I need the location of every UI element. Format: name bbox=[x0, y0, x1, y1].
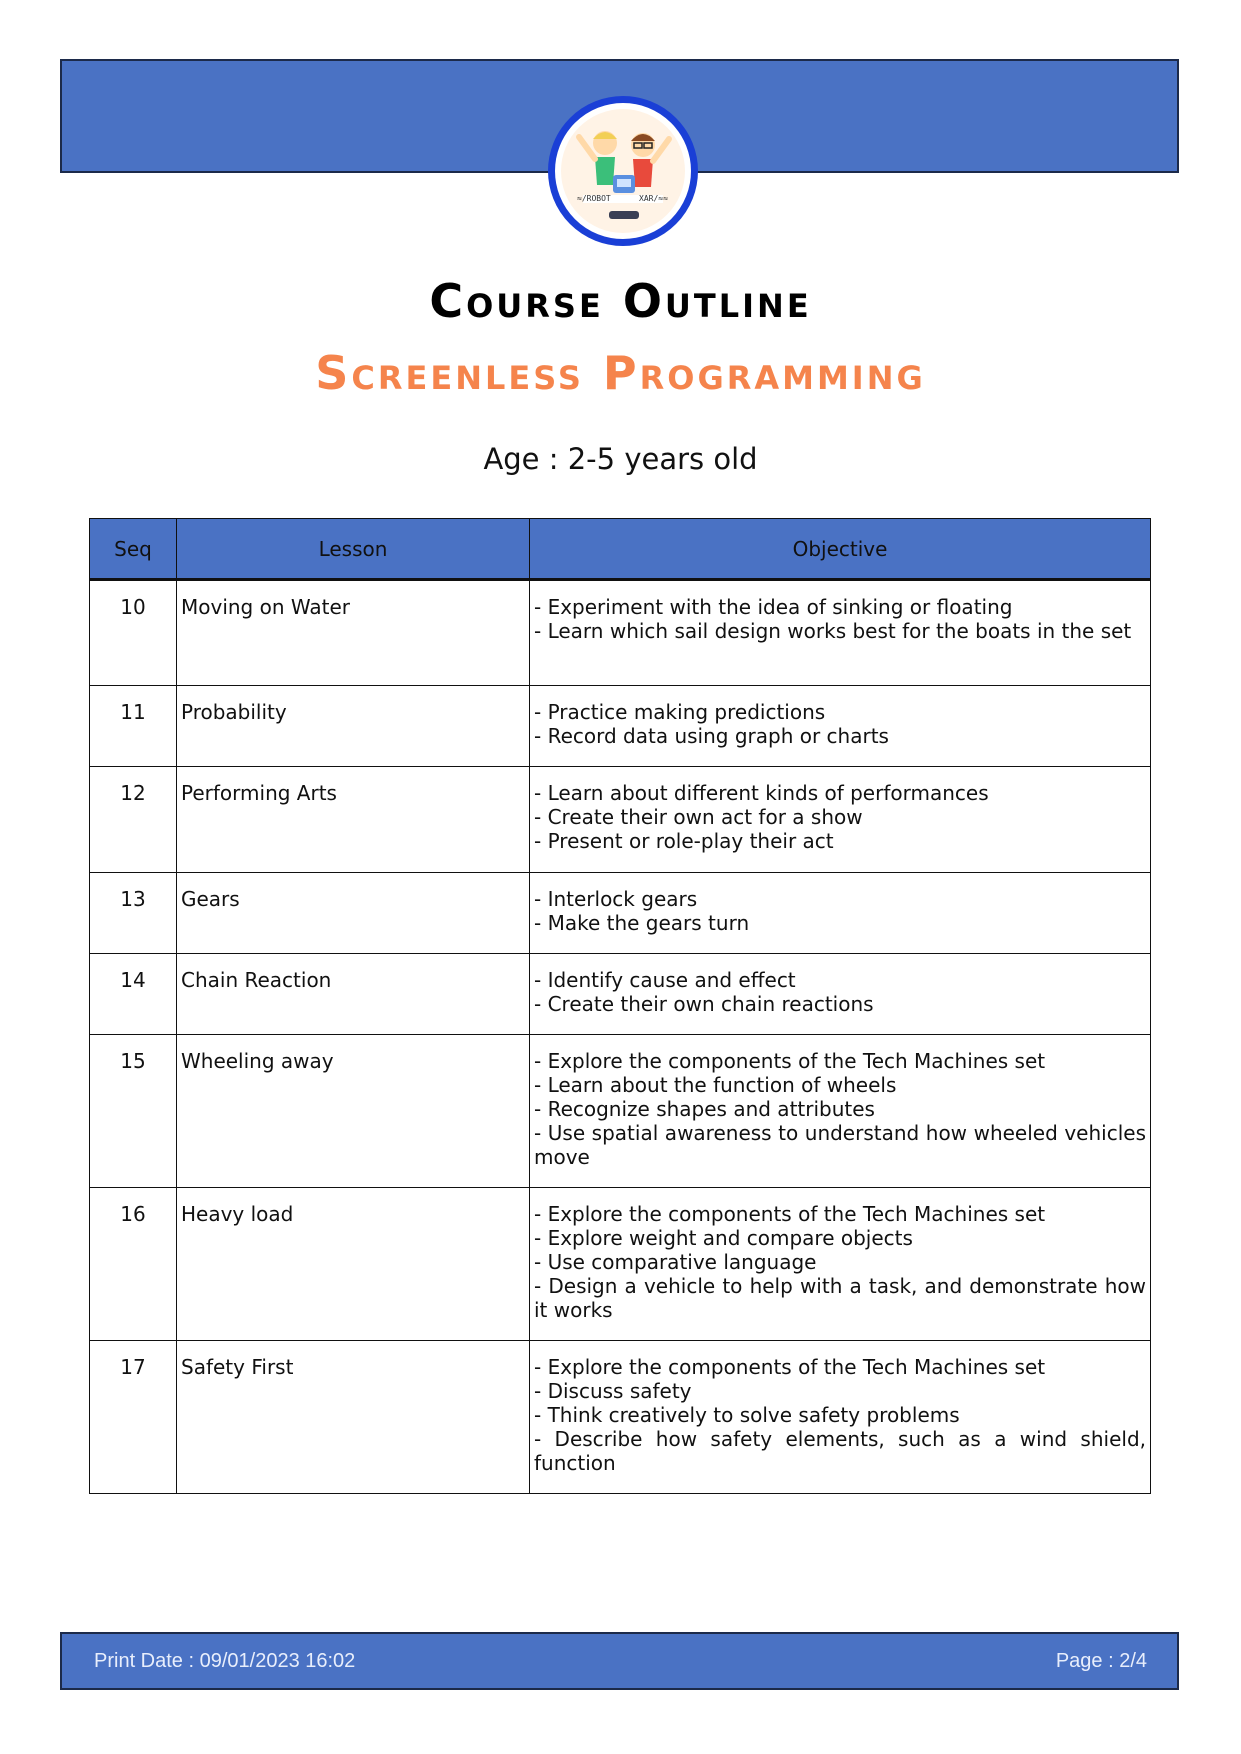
table-header-row bbox=[90, 519, 1151, 580]
objective-item: - Learn about different kinds of performances bbox=[534, 781, 989, 805]
objective-item: - Make the gears turn bbox=[534, 911, 750, 935]
row-lesson: Probability bbox=[177, 686, 530, 767]
table-row bbox=[90, 1035, 1151, 1188]
course-outline-table bbox=[89, 518, 1151, 1494]
row-seq: 13 bbox=[90, 873, 177, 954]
page-number: Page : 2/4 bbox=[1055, 1650, 1147, 1672]
row-seq: 17 bbox=[90, 1341, 177, 1494]
row-seq: 10 bbox=[90, 580, 177, 686]
table-row bbox=[90, 1188, 1151, 1341]
objective-item: - Record data using graph or charts bbox=[534, 724, 889, 748]
objective-item: - Interlock gears bbox=[534, 887, 698, 911]
objective-item: - Identify cause and effect bbox=[534, 968, 796, 992]
row-objectives bbox=[530, 686, 1151, 767]
column-header-objective: Objective bbox=[530, 519, 1151, 580]
row-seq: 14 bbox=[90, 954, 177, 1035]
objective-item: - Think creatively to solve safety problems bbox=[534, 1403, 960, 1427]
objective-item: - Create their own chain reactions bbox=[534, 992, 874, 1016]
table-row bbox=[90, 1341, 1151, 1494]
table-row bbox=[90, 873, 1151, 954]
row-seq: 11 bbox=[90, 686, 177, 767]
objective-item: - Explore the components of the Tech Machines set bbox=[534, 1355, 1046, 1379]
row-objectives bbox=[530, 1341, 1151, 1494]
objective-item: - Learn about the function of wheels bbox=[534, 1073, 897, 1097]
objective-item: - Explore the components of the Tech Machines set bbox=[534, 1049, 1046, 1073]
table-row bbox=[90, 686, 1151, 767]
objective-item: - Recognize shapes and attributes bbox=[534, 1097, 875, 1121]
row-objectives bbox=[530, 873, 1151, 954]
row-seq: 15 bbox=[90, 1035, 177, 1188]
column-header-seq: Seq bbox=[90, 519, 177, 580]
logo-left-text: ≈/ROBOT bbox=[577, 194, 611, 203]
row-objectives bbox=[530, 1035, 1151, 1188]
table-row bbox=[90, 767, 1151, 873]
objective-item: - Experiment with the idea of sinking or floating bbox=[534, 595, 1013, 619]
row-lesson: Gears bbox=[177, 873, 530, 954]
row-seq: 16 bbox=[90, 1188, 177, 1341]
age-range: Age : 2-5 years old bbox=[483, 442, 758, 476]
row-objectives bbox=[530, 954, 1151, 1035]
objective-item: - Learn which sail design works best for the boats in the set bbox=[534, 619, 1132, 643]
row-objectives bbox=[530, 580, 1151, 686]
row-seq: 12 bbox=[90, 767, 177, 873]
robot-kids-logo-icon bbox=[548, 96, 698, 246]
row-lesson: Heavy load bbox=[177, 1188, 530, 1341]
row-lesson: Performing Arts bbox=[177, 767, 530, 873]
objective-item: - Explore the components of the Tech Machines set bbox=[534, 1202, 1046, 1226]
objective-item: - Use comparative language bbox=[534, 1250, 817, 1274]
objective-item: - Practice making predictions bbox=[534, 700, 826, 724]
objective-item: - Discuss safety bbox=[534, 1379, 692, 1403]
row-objectives bbox=[530, 1188, 1151, 1341]
row-lesson: Moving on Water bbox=[177, 580, 530, 686]
page-title: Course Outline bbox=[429, 274, 812, 328]
objective-item: - Describe how safety elements, such as a wind shield, function bbox=[534, 1427, 1146, 1475]
table-row bbox=[90, 580, 1151, 686]
column-header-lesson: Lesson bbox=[177, 519, 530, 580]
objective-item: - Explore weight and compare objects bbox=[534, 1226, 913, 1250]
table-row bbox=[90, 954, 1151, 1035]
objective-item: - Create their own act for a show bbox=[534, 805, 863, 829]
course-subtitle: Screenless Programming bbox=[315, 346, 926, 400]
row-lesson: Wheeling away bbox=[177, 1035, 530, 1188]
row-lesson: Chain Reaction bbox=[177, 954, 530, 1035]
logo-right-text: XAR/≈≈ bbox=[639, 194, 668, 203]
footer-bar bbox=[60, 1632, 1179, 1690]
row-objectives bbox=[530, 767, 1151, 873]
objective-item: - Design a vehicle to help with a task, and demonstrate how it works bbox=[534, 1274, 1146, 1322]
objective-item: - Present or role-play their act bbox=[534, 829, 834, 853]
row-lesson: Safety First bbox=[177, 1341, 530, 1494]
print-date: Print Date : 09/01/2023 16:02 bbox=[94, 1650, 356, 1672]
objective-item: - Use spatial awareness to understand how wheeled vehicles move bbox=[534, 1121, 1146, 1169]
